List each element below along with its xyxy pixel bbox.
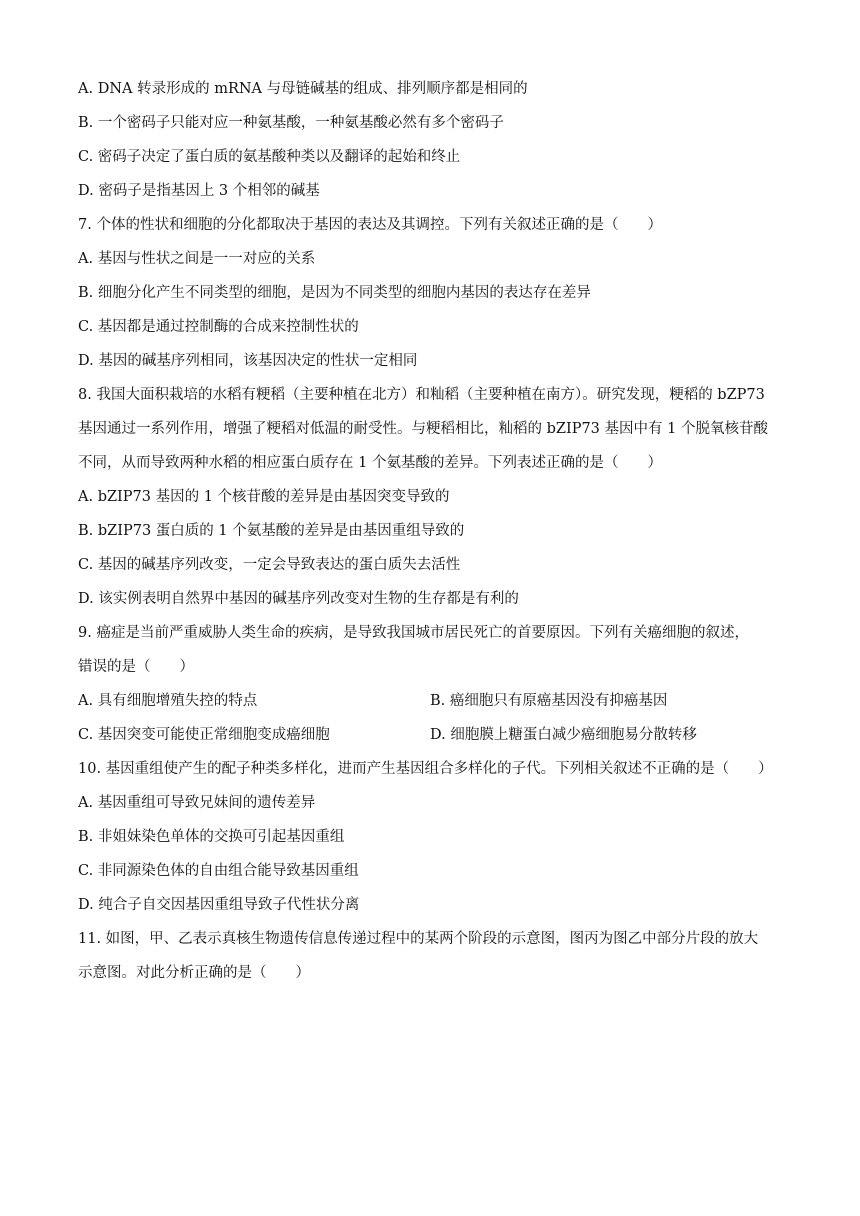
q8-stem-line-2: 基因通过一系列作用，增强了粳稻对低温的耐受性。与粳稻相比，籼稻的 bZIP73 基因中有 1 个脱氧核苷酸 [78, 421, 768, 437]
q9-stem-line-1: 9. 癌症是当前严重威胁人类生命的疾病，是导致我国城市居民死亡的首要原因。下列有关癌细胞的叙述， [78, 625, 749, 641]
q8-option-d: D. 该实例表明自然界中基因的碱基序列改变对生物的生存都是有利的 [78, 591, 519, 607]
q7-stem: 7. 个体的性状和细胞的分化都取决于基因的表达及其调控。下列有关叙述正确的是（ ） [78, 217, 662, 233]
q7-option-d: D. 基因的碱基序列相同，该基因决定的性状一定相同 [78, 353, 418, 369]
q9-stem-line-2: 错误的是（ ） [78, 659, 194, 675]
q7-option-a: A. 基因与性状之间是一一对应的关系 [78, 251, 316, 267]
q6-option-a: A. DNA 转录形成的 mRNA 与母链碱基的组成、排列顺序都是相同的 [78, 81, 528, 97]
q11-stem-line-1: 11. 如图，甲、乙表示真核生物遗传信息传递过程中的某两个阶段的示意图，图丙为图乙中部分片段的放大 [78, 931, 759, 947]
q9-option-d: D. 细胞膜上糖蛋白减少癌细胞易分散转移 [430, 727, 697, 743]
q9-options-row-2 [78, 718, 788, 752]
document-page [78, 72, 788, 990]
q6-option-d: D. 密码子是指基因上 3 个相邻的碱基 [78, 183, 320, 199]
q8-stem-line-3: 不同，从而导致两种水稻的相应蛋白质存在 1 个氨基酸的差异。下列表述正确的是（ ） [78, 455, 662, 471]
q8-option-b: B. bZIP73 蛋白质的 1 个氨基酸的差异是由基因重组导致的 [78, 523, 465, 539]
q9-option-a: A. 具有细胞增殖失控的特点 [78, 693, 258, 709]
q9-options-row-1 [78, 684, 788, 718]
q10-option-d: D. 纯合子自交因基因重组导致子代性状分离 [78, 897, 360, 913]
q9-option-c: C. 基因突变可能使正常细胞变成癌细胞 [78, 727, 330, 743]
q8-option-c: C. 基因的碱基序列改变，一定会导致表达的蛋白质失去活性 [78, 557, 461, 573]
q6-option-c: C. 密码子决定了蛋白质的氨基酸种类以及翻译的起始和终止 [78, 149, 461, 165]
q9-option-b: B. 癌细胞只有原癌基因没有抑癌基因 [430, 693, 668, 709]
q7-option-c: C. 基因都是通过控制酶的合成来控制性状的 [78, 319, 359, 335]
q10-option-c: C. 非同源染色体的自由组合能导致基因重组 [78, 863, 359, 879]
q10-option-a: A. 基因重组可导致兄妹间的遗传差异 [78, 795, 316, 811]
q8-option-a: A. bZIP73 基因的 1 个核苷酸的差异是由基因突变导致的 [78, 489, 450, 505]
q10-stem: 10. 基因重组使产生的配子种类多样化，进而产生基因组合多样化的子代。下列相关叙述不正确的是（ ） [78, 761, 773, 777]
q10-option-b: B. 非姐妹染色单体的交换可引起基因重组 [78, 829, 345, 845]
q7-option-b: B. 细胞分化产生不同类型的细胞，是因为不同类型的细胞内基因的表达存在差异 [78, 285, 591, 301]
q8-stem-line-1: 8. 我国大面积栽培的水稻有粳稻（主要种植在北方）和籼稻（主要种植在南方）。研究发现，粳稻的 bZP73 [78, 387, 765, 403]
q11-stem-line-2: 示意图。对此分析正确的是（ ） [78, 965, 310, 981]
q6-option-b: B. 一个密码子只能对应一种氨基酸，一种氨基酸必然有多个密码子 [78, 115, 504, 131]
